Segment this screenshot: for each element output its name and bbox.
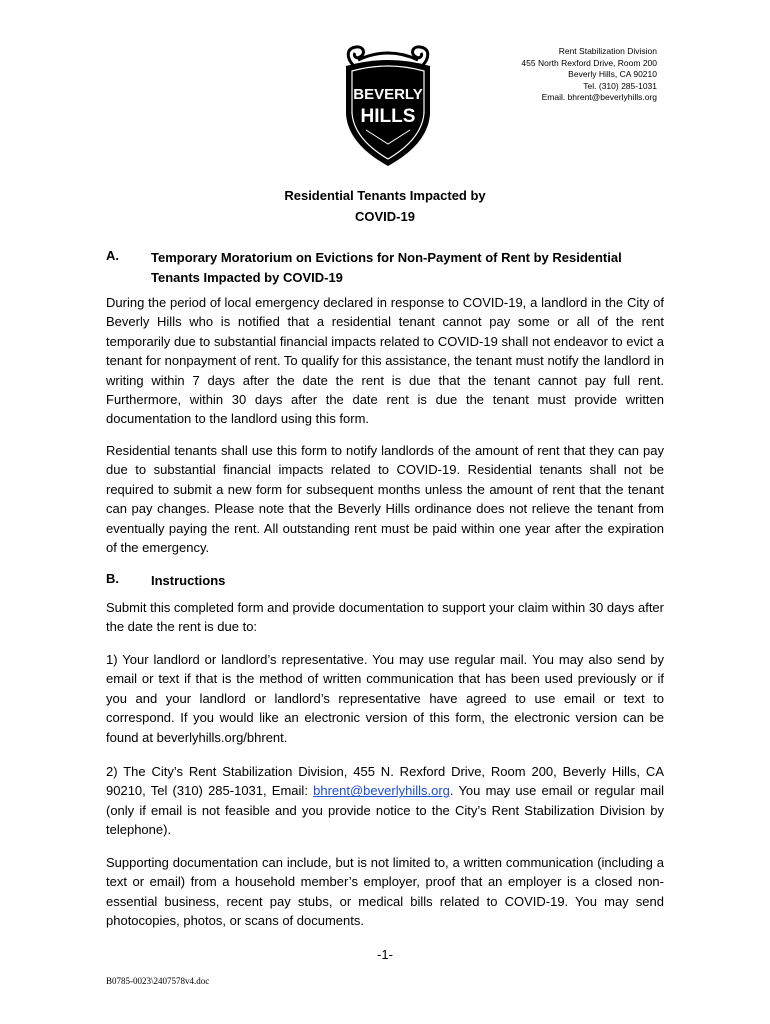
paragraph-documentation: Supporting documentation can include, but is not limited to, a written communication (including a text or email) from a household member’s employer, proof that an employer is a closed non-essential business, recent pay stubs, or medical bills related to COVID-19. You may send photocopies, photos, or scans of documents. xyxy=(106,855,664,929)
title-line2: COVID-19 xyxy=(355,209,415,224)
beverly-hills-logo xyxy=(336,44,440,168)
section-letter: A. xyxy=(106,248,119,263)
paragraph-form-use: Residential tenants shall use this form to notify landlords of the amount of rent that they can pay due to substantial financial impacts related to COVID-19. Residential tenants shall not be required to submit a new form for subsequent months unless the amount of rent that the tenant can pay changes. Please note that the Beverly Hills ordinance does not relieve the tenant from eventually paying the rent. All outstanding rent must be paid within one year after the expiration of the emergency. xyxy=(106,443,664,556)
address-line: Tel. (310) 285-1031 xyxy=(583,80,657,91)
section-title: Temporary Moratorium on Evictions for Non-Payment of Rent by Residential Tenants Impacted by COVID-19 xyxy=(151,250,622,285)
address-line: Beverly Hills, CA 90210 xyxy=(568,69,657,80)
section-letter: B. xyxy=(106,571,119,586)
city-text-before: 2) The City’s Rent Stabilization Division, 455 N. Rexford Drive, Room 200, Beverly Hills, CA 90210, Tel (310) 285-1031, Email: xyxy=(106,764,664,799)
address-line: 455 North Rexford Drive, Room 200 xyxy=(521,57,657,68)
logo-line1: BEVERLY xyxy=(353,86,423,103)
email-link[interactable]: bhrent@beverlyhills.org xyxy=(313,783,450,799)
city-text-after: . You may use email or regular mail (only if email is not feasible and you provide notice to the City’s Rent Stabilization Division by telephone). xyxy=(106,783,664,838)
page-number: -1- xyxy=(377,947,393,962)
paragraph-landlord: 1) Your landlord or landlord’s representative. You may use regular mail. You may also send by email or text if that is the method of written communication that has been used previously or if you and your landlord or landlord’s representative have agreed to use email or text to correspond. If you would like an electronic version of this form, the electronic version can be found at beverlyhills.org/bhrent. xyxy=(106,652,664,745)
address-email: Email. bhrent@beverlyhills.org xyxy=(541,92,657,103)
address-line: Rent Stabilization Division xyxy=(558,46,657,56)
paragraph-submit: Submit this completed form and provide documentation to support your claim within 30 days after the date the rent is due to: xyxy=(106,600,664,635)
address-block xyxy=(521,46,657,104)
section-title: Instructions xyxy=(151,573,226,588)
logo-line2: HILLS xyxy=(360,106,416,127)
paragraph-city xyxy=(106,762,664,840)
document-title xyxy=(0,185,770,227)
title-line1: Residential Tenants Impacted by xyxy=(284,188,486,203)
document-footer-id: B0785-0023\2407578v4.doc xyxy=(106,976,210,986)
paragraph-moratorium: During the period of local emergency declared in response to COVID-19, a landlord in the City of Beverly Hills who is notified that a residential tenant cannot pay some or all of the rent temporarily due to substantial financial impacts related to COVID-19 shall not endeavor to evict a tenant for nonpayment of rent. To qualify for this assistance, the tenant must notify the landlord in writing within 7 days after the date the rent is due that the tenant cannot pay full rent. Furthermore, within 30 days after the date rent is due the tenant must provide written documentation to the landlord using this form. xyxy=(106,295,664,427)
